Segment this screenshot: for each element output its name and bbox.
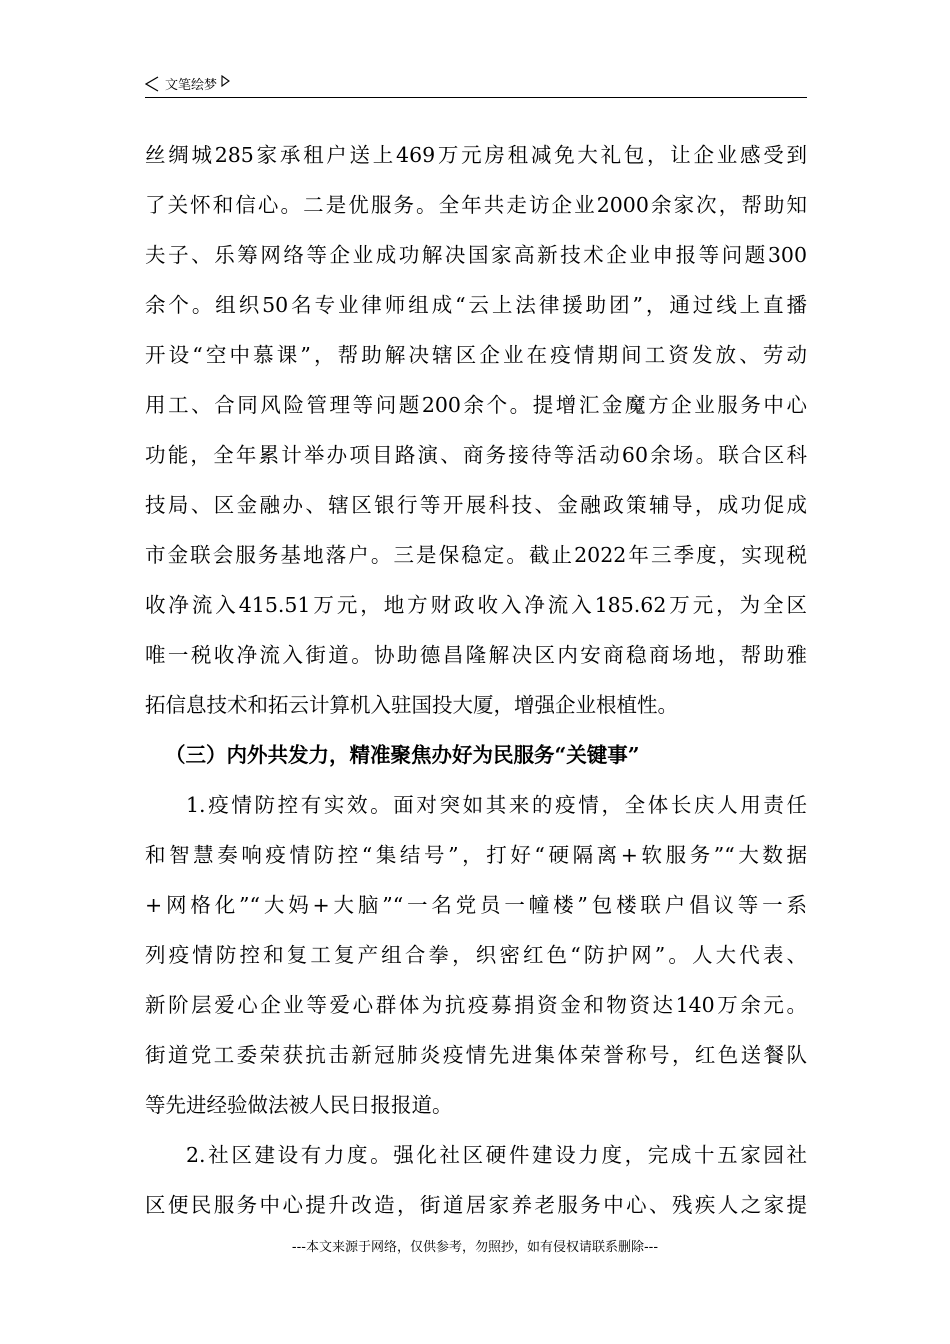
footer-notice: ---本文来源于网络，仅供参考，勿照抄，如有侵权请联系删除---: [291, 1240, 659, 1255]
body-line: 1.疫情防控有实效。面对突如其来的疫情，全体长庆人用责任: [186, 793, 807, 817]
body-line: 街道党工委荣获抗击新冠肺炎疫情先进集体荣誉称号，红色送餐队: [145, 1043, 807, 1067]
document-body: [145, 130, 807, 1230]
header-divider: [145, 97, 807, 98]
body-line: 唯一税收净流入街道。协助德昌隆解决区内安商稳商场地，帮助雅: [145, 643, 807, 667]
body-line: 开设“空中慕课”，帮助解决辖区企业在疫情期间工资发放、劳动: [145, 343, 807, 367]
body-line: +网格化”“大妈+大脑”“一名党员一幢楼”包楼联户倡议等一系: [145, 893, 807, 917]
header-logo-text: 文笔绘梦: [165, 78, 218, 93]
left-triangle-icon: [145, 76, 159, 92]
body-line: 新阶层爱心企业等爱心群体为抗疫募捐资金和物资达140万余元。: [145, 993, 807, 1017]
section-heading: （三）内外共发力，精准聚焦办好为民服务“关键事”: [165, 743, 640, 767]
body-line: 拓信息技术和拓云计算机入驻国投大厦，增强企业根植性。: [145, 693, 678, 717]
body-line: 区便民服务中心提升改造，街道居家养老服务中心、残疾人之家提: [145, 1193, 807, 1217]
body-line: 丝绸城285家承租户送上469万元房租减免大礼包，让企业感受到: [145, 143, 807, 167]
body-line: 用工、合同风险管理等问题200余个。提增汇金魔方企业服务中心: [145, 393, 807, 417]
body-line: 技局、区金融办、辖区银行等开展科技、金融政策辅导，成功促成: [145, 493, 807, 517]
body-line: 市金联会服务基地落户。三是保稳定。截止2022年三季度，实现税: [145, 543, 807, 567]
body-line: 2.社区建设有力度。强化社区硬件建设力度，完成十五家园社: [186, 1143, 807, 1167]
body-line: 夫子、乐筹网络等企业成功解决国家高新技术企业申报等问题300: [145, 243, 807, 267]
body-line: 收净流入415.51万元，地方财政收入净流入185.62万元，为全区: [145, 593, 807, 617]
right-triangle-icon: [221, 75, 230, 87]
body-line: 了关怀和信心。二是优服务。全年共走访企业2000余家次，帮助知: [145, 193, 807, 217]
body-line: 余个。组织50名专业律师组成“云上法律援助团”，通过线上直播: [145, 293, 807, 317]
header-logo: [145, 74, 230, 93]
body-line: 和智慧奏响疫情防控“集结号”，打好“硬隔离+软服务”“大数据: [145, 843, 807, 867]
body-line: 等先进经验做法被人民日报报道。: [145, 1093, 453, 1117]
body-line: 功能，全年累计举办项目路演、商务接待等活动60余场。联合区科: [145, 443, 807, 467]
body-line: 列疫情防控和复工复产组合拳，织密红色“防护网”。人大代表、: [145, 943, 807, 967]
page-header: [145, 68, 807, 98]
